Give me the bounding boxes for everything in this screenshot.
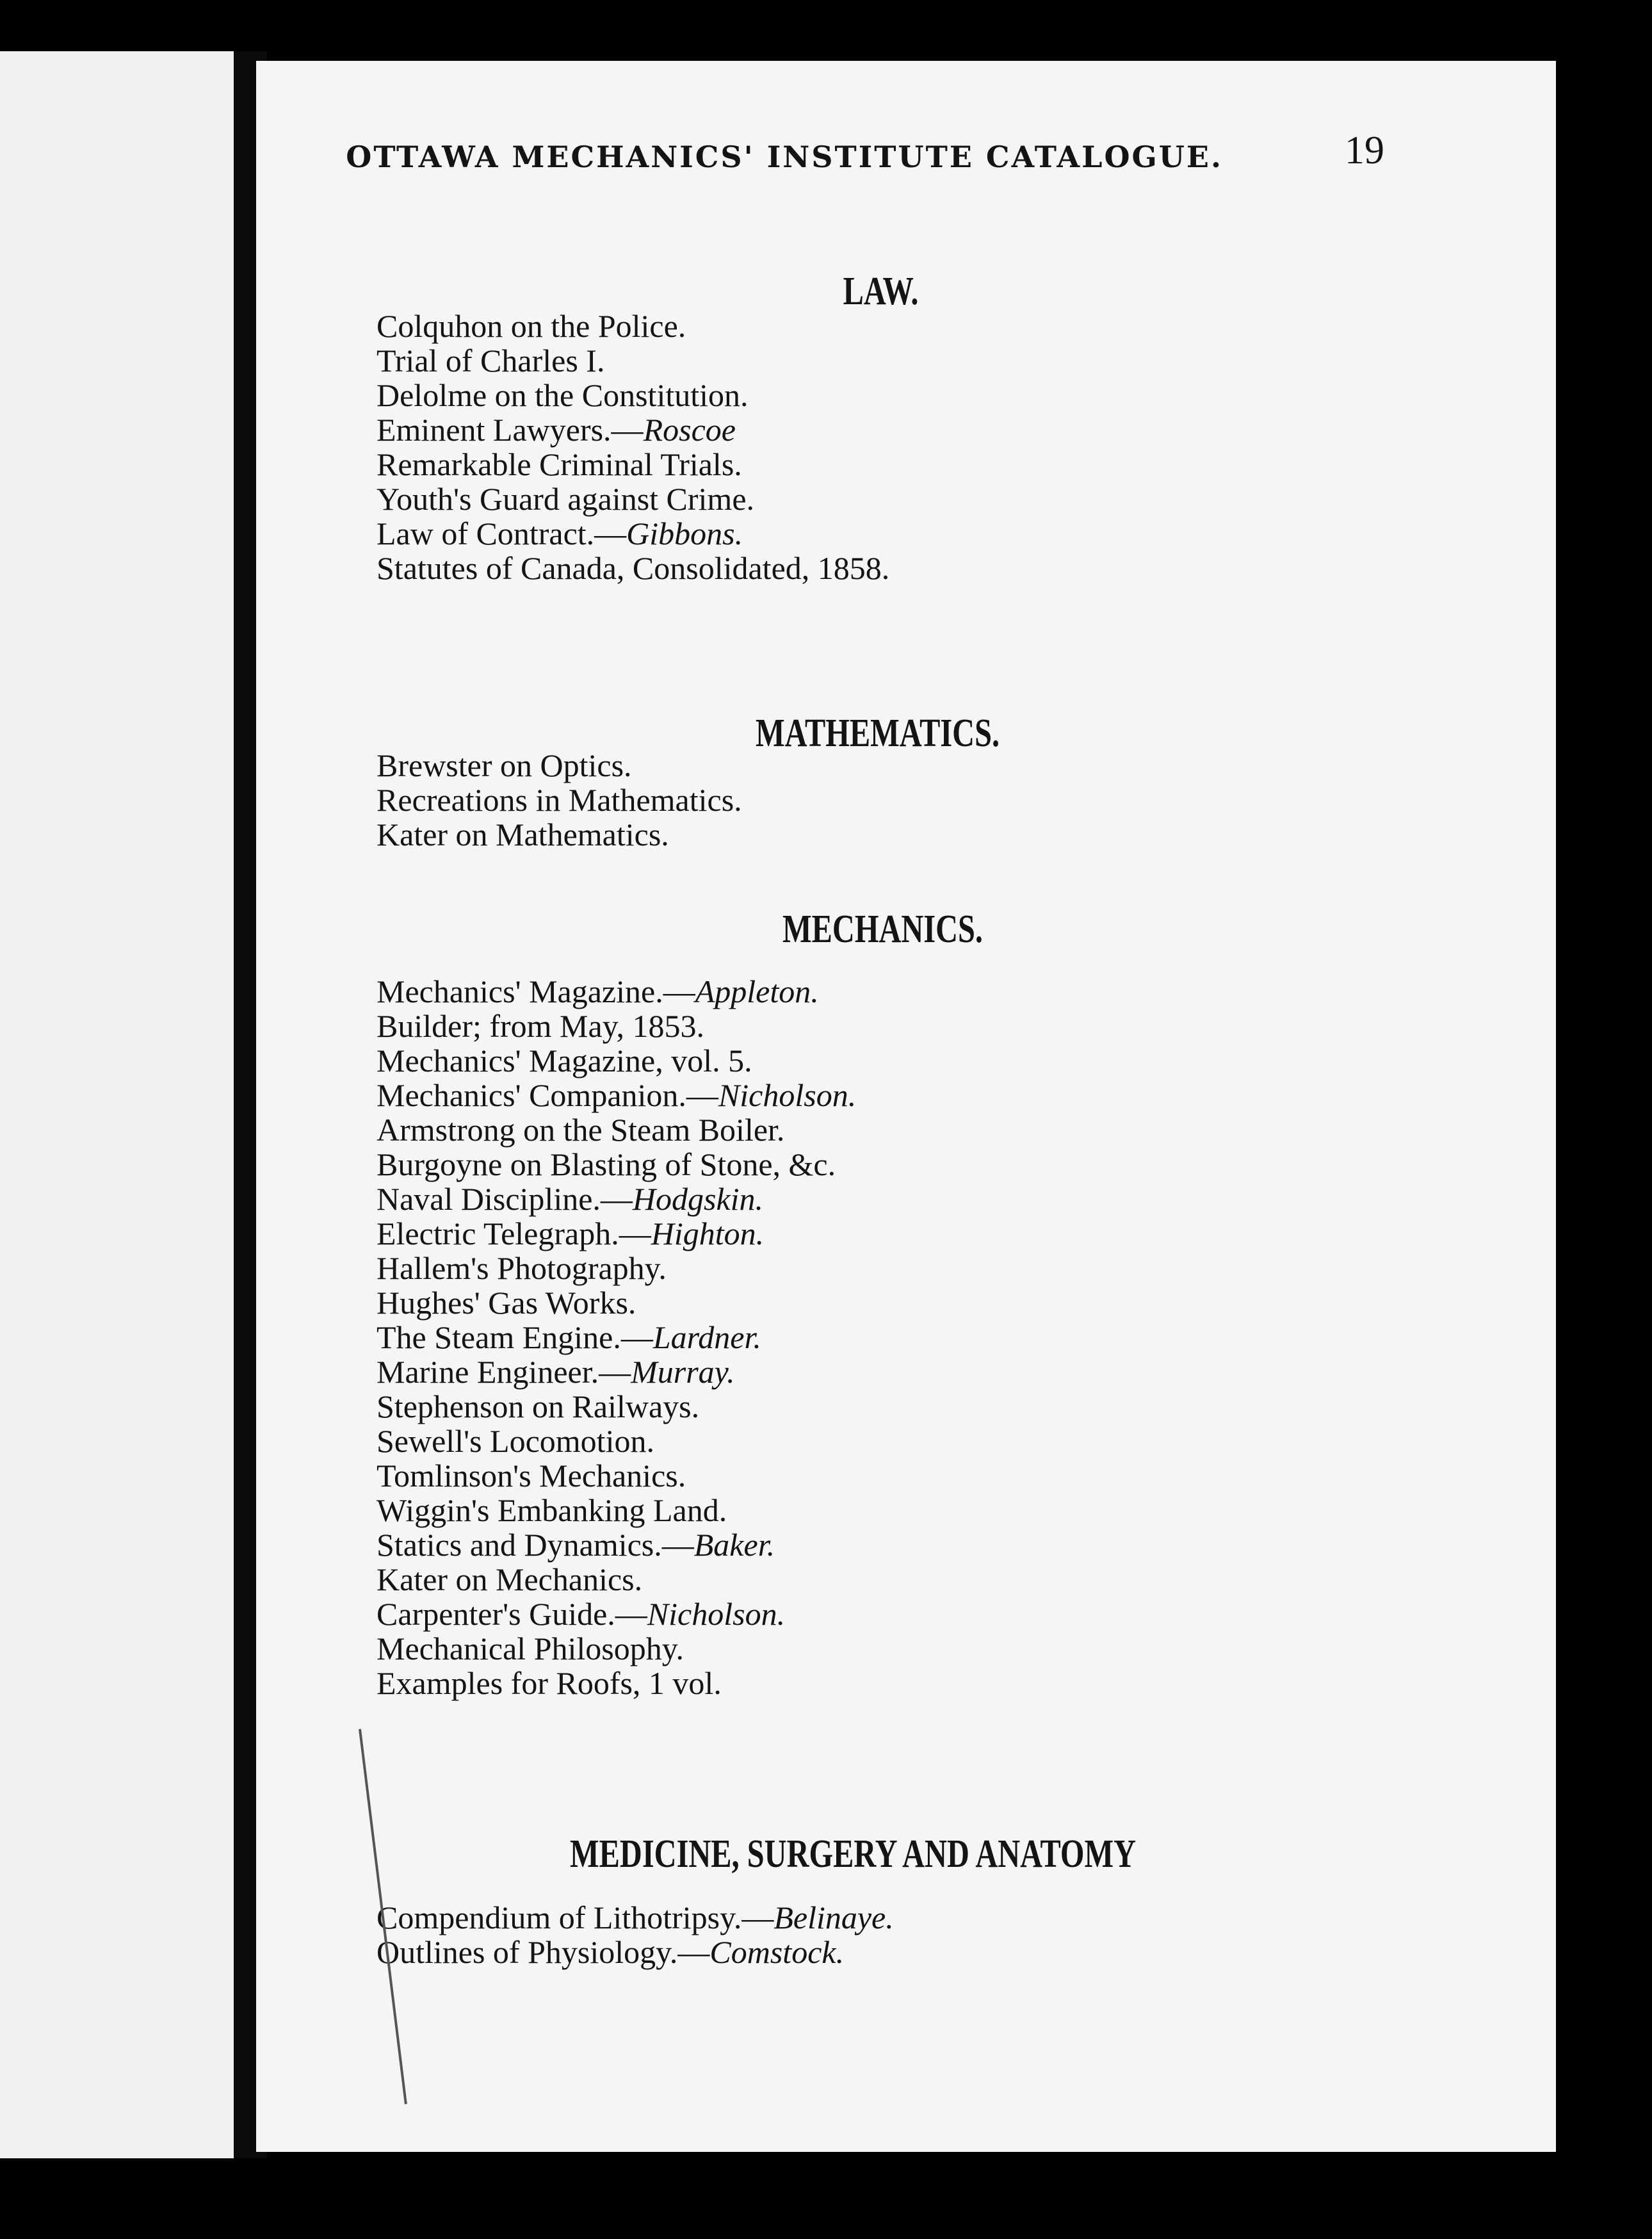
list-item xyxy=(377,447,889,482)
section-heading-mechanics: MECHANICS. xyxy=(782,908,984,951)
list-item xyxy=(377,817,742,852)
list-item xyxy=(377,1285,856,1320)
list-item xyxy=(377,1182,856,1216)
list-item xyxy=(377,1389,856,1424)
list-item xyxy=(377,1320,856,1355)
list-item xyxy=(377,1666,856,1700)
item-title: The Steam Engine.— xyxy=(377,1319,653,1355)
medicine-list xyxy=(377,1900,894,1969)
item-title: Builder; from May, 1853. xyxy=(377,1008,704,1044)
item-title: Carpenter's Guide.— xyxy=(377,1596,647,1632)
item-author: Comstock. xyxy=(709,1934,845,1970)
list-item xyxy=(377,1458,856,1493)
list-item xyxy=(377,343,889,378)
item-author: Appleton. xyxy=(695,973,819,1009)
facing-page-edge xyxy=(0,51,234,2158)
list-item xyxy=(377,1078,856,1112)
list-item xyxy=(377,378,889,412)
item-title: Statics and Dynamics.— xyxy=(377,1527,694,1563)
item-title: Wiggin's Embanking Land. xyxy=(377,1492,727,1528)
list-item xyxy=(377,482,889,516)
item-title: Naval Discipline.— xyxy=(377,1181,633,1217)
mathematics-list xyxy=(377,748,742,852)
item-title: Statutes of Canada, Consolidated, 1858. xyxy=(377,550,890,586)
item-title: Recreations in Mathematics. xyxy=(377,782,742,818)
list-item xyxy=(377,1597,856,1631)
list-item xyxy=(377,974,856,1009)
section-heading-mathematics: MATHEMATICS. xyxy=(756,712,1000,755)
list-item xyxy=(377,748,742,783)
item-title: Sewell's Locomotion. xyxy=(377,1423,654,1459)
item-title: Colquhon on the Police. xyxy=(377,308,686,344)
section-heading-law: LAW. xyxy=(843,270,919,313)
list-item xyxy=(377,1147,856,1182)
item-title: Eminent Lawyers.— xyxy=(377,412,644,448)
item-title: Outlines of Physiology.— xyxy=(377,1934,710,1970)
item-title: Armstrong on the Steam Boiler. xyxy=(377,1112,785,1148)
item-author: Nicholson. xyxy=(718,1077,857,1113)
list-item xyxy=(377,1216,856,1251)
item-title: Mechanics' Magazine, vol. 5. xyxy=(377,1043,752,1079)
item-title: Law of Contract.— xyxy=(377,516,627,551)
running-header: OTTAWA MECHANICS' INSTITUTE CATALOGUE. xyxy=(346,140,1223,174)
item-title: Mechanics' Magazine.— xyxy=(377,973,695,1009)
list-item xyxy=(377,1527,856,1562)
law-list xyxy=(377,309,889,585)
item-title: Examples for Roofs, 1 vol. xyxy=(377,1665,722,1701)
item-title: Kater on Mechanics. xyxy=(377,1561,643,1597)
section-heading-medicine: MEDICINE, SURGERY AND ANATOMY xyxy=(570,1832,1137,1876)
list-item xyxy=(377,1112,856,1147)
item-title: Remarkable Criminal Trials. xyxy=(377,446,742,482)
item-title: Delolme on the Constitution. xyxy=(377,377,749,413)
list-item xyxy=(377,1900,894,1935)
item-author: Belinaye. xyxy=(773,1900,894,1935)
list-item xyxy=(377,1493,856,1527)
item-author: Gibbons. xyxy=(626,516,743,551)
list-item xyxy=(377,551,889,585)
item-title: Hallem's Photography. xyxy=(377,1250,667,1286)
mechanics-list xyxy=(377,974,856,1700)
list-item xyxy=(377,783,742,817)
list-item xyxy=(377,1043,856,1078)
list-item xyxy=(377,1935,894,1969)
list-item xyxy=(377,1009,856,1043)
item-author: Murray. xyxy=(631,1354,735,1390)
list-item xyxy=(377,1251,856,1285)
item-author: Roscoe xyxy=(643,412,736,448)
list-item xyxy=(377,1562,856,1597)
item-title: Marine Engineer.— xyxy=(377,1354,631,1390)
item-author: Baker. xyxy=(693,1527,775,1563)
item-title: Trial of Charles I. xyxy=(377,343,605,379)
item-title: Brewster on Optics. xyxy=(377,747,632,783)
item-author: Hodgskin. xyxy=(632,1181,764,1217)
item-title: Mechanical Philosophy. xyxy=(377,1631,684,1666)
list-item xyxy=(377,412,889,447)
item-title: Mechanics' Companion.— xyxy=(377,1077,718,1113)
item-title: Burgoyne on Blasting of Stone, &c. xyxy=(377,1146,836,1182)
list-item xyxy=(377,1424,856,1458)
item-title: Compendium of Lithotripsy.— xyxy=(377,1900,774,1935)
item-title: Kater on Mathematics. xyxy=(377,817,669,852)
item-title: Youth's Guard against Crime. xyxy=(377,481,755,517)
item-author: Highton. xyxy=(651,1216,765,1251)
item-title: Hughes' Gas Works. xyxy=(377,1285,636,1321)
list-item xyxy=(377,309,889,343)
item-title: Tomlinson's Mechanics. xyxy=(377,1458,686,1494)
list-item xyxy=(377,1355,856,1389)
item-author: Nicholson. xyxy=(647,1596,786,1632)
item-title: Stephenson on Railways. xyxy=(377,1388,700,1424)
item-author: Lardner. xyxy=(652,1319,761,1355)
list-item xyxy=(377,516,889,551)
page-number: 19 xyxy=(1345,129,1384,172)
item-title: Electric Telegraph.— xyxy=(377,1216,651,1251)
list-item xyxy=(377,1631,856,1666)
